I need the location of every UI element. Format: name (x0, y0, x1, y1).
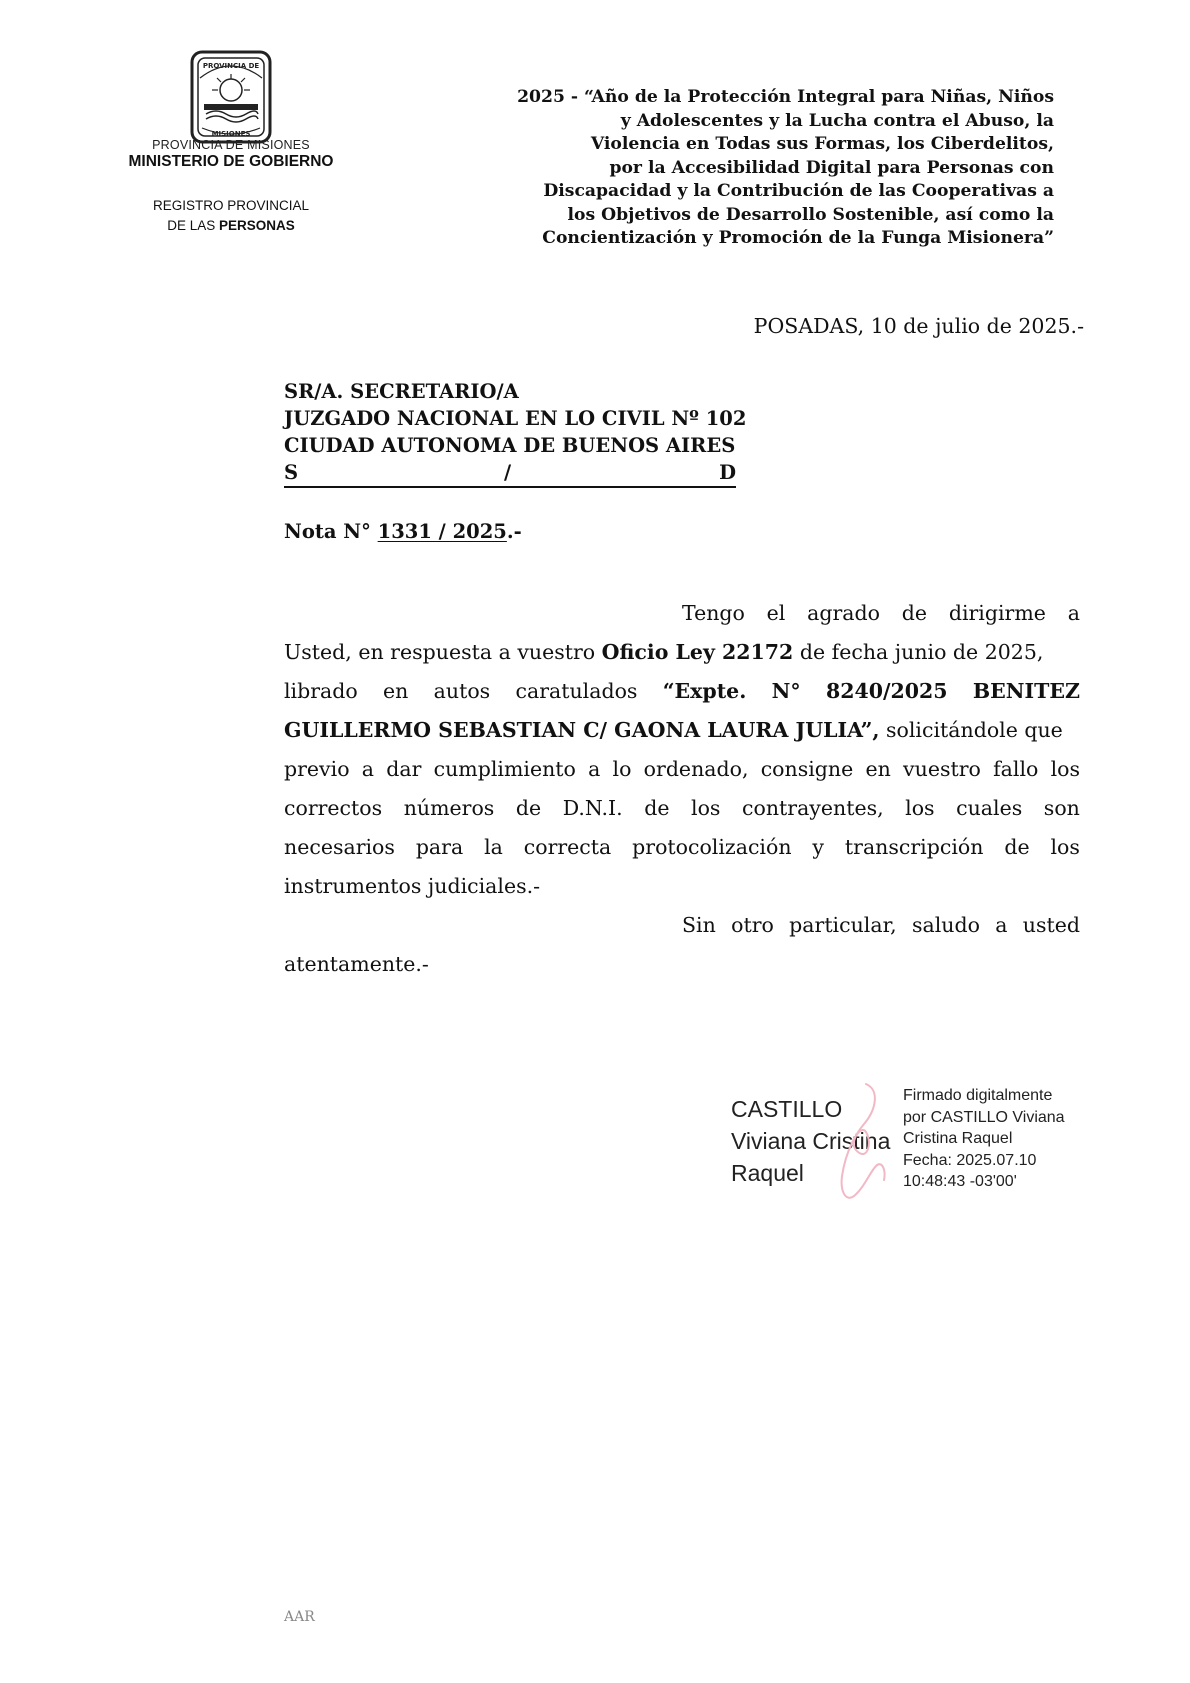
signature-info-line: Firmado digitalmente (903, 1087, 1053, 1104)
word: de (901, 601, 928, 625)
signature-info-line: 10:48:43 -03'00' (903, 1173, 1017, 1190)
seal-text-bottom: MISIONES (211, 130, 251, 138)
word: ordenado, (643, 757, 749, 781)
motto-line: Concientización y Promoción de la Funga Misionera” (542, 228, 1054, 248)
word: consigne (760, 757, 854, 781)
word: Tengo (682, 601, 745, 625)
signer-name-line: Raquel (731, 1160, 804, 1186)
oficio-ref: Oficio Ley 22172 (601, 640, 794, 664)
body-line (284, 594, 1080, 633)
typist-initials: AAR (284, 1609, 315, 1625)
motto-line: 2025 - “Año de la Protección Integral para Niñas, Niños (517, 87, 1054, 107)
note-number (284, 520, 522, 543)
word: BENITEZ (972, 679, 1080, 703)
word: los (905, 796, 935, 820)
body-line (284, 828, 1080, 867)
word: son (1043, 796, 1080, 820)
word: Sin (682, 913, 716, 937)
word: necesarios (284, 835, 395, 859)
text: de fecha junio de 2025, (793, 640, 1044, 664)
word: lo (612, 757, 632, 781)
word: a (588, 757, 601, 781)
year-motto (440, 86, 1054, 251)
text: solicitándole que (879, 718, 1063, 742)
motto-line: los Objetivos de Desarrollo Sostenible, así como la (567, 204, 1054, 225)
word: “Expte. (662, 679, 747, 703)
word: y (812, 835, 825, 859)
registry-name-line2 (130, 218, 332, 233)
org-ministry-name: MINISTERIO DE GOBIERNO (128, 153, 334, 170)
registry-prefix: DE LAS (167, 218, 219, 233)
signature-flourish-path (842, 1084, 885, 1198)
word: caratulados (515, 679, 638, 703)
case-title: GUILLERMO SEBASTIAN C/ GAONA LAURA JULIA”, (284, 718, 880, 742)
word: la (484, 835, 503, 859)
body-line (284, 867, 1080, 906)
word: particular, (789, 913, 897, 937)
addressee-line: JUZGADO NACIONAL EN LO CIVIL Nº 102 (284, 407, 747, 430)
word: otro (731, 913, 774, 937)
signature-flourish-icon (836, 1080, 894, 1206)
word: de (644, 796, 670, 820)
registry-bold: PERSONAS (219, 218, 295, 233)
word: correctos (284, 796, 383, 820)
word: agrado (807, 601, 880, 625)
signer-name-line: Viviana Cristina (731, 1128, 891, 1154)
word: en (865, 757, 891, 781)
word: los (691, 796, 721, 820)
signer-name-line: CASTILLO (731, 1096, 843, 1122)
word: de (1004, 835, 1030, 859)
word: 8240/2025 (825, 679, 948, 703)
word: vuestro (903, 757, 981, 781)
motto-line: Violencia en Todas sus Formas, los Ciberdelitos, (590, 134, 1054, 154)
document-date: POSADAS, 10 de julio de 2025.- (753, 314, 1084, 338)
word: cumplimiento (433, 757, 576, 781)
text: instrumentos judiciales.- (284, 874, 541, 898)
org-province-name: PROVINCIA DE MISIONES (152, 138, 310, 152)
motto-line: por la Accesibilidad Digital para Personas con (609, 157, 1054, 178)
motto-line: Discapacidad y la Contribución de las Cooperativas a (543, 181, 1054, 201)
seal-text-top: PROVINCIA DE (202, 62, 260, 70)
su-despacho-line (284, 459, 736, 488)
body-line (284, 633, 1080, 672)
letter-body (284, 594, 1080, 984)
signature-info-line: por CASTILLO Viviana (903, 1108, 1065, 1126)
digital-signature-info (903, 1085, 1065, 1193)
text: atentamente.- (284, 952, 429, 976)
word: D.N.I. (562, 796, 623, 820)
word: autos (433, 679, 491, 703)
signature-info-line: Cristina Raquel (903, 1130, 1013, 1147)
word: protocolización (632, 835, 792, 859)
sd-slash: / (504, 461, 512, 484)
body-line (284, 906, 1080, 945)
word: a (1067, 601, 1080, 625)
addressee-line: CIUDAD AUTONOMA DE BUENOS AIRES (284, 434, 736, 457)
word: previo (284, 757, 350, 781)
word: de (515, 796, 542, 820)
word: contrayentes, (742, 796, 884, 820)
word: a (361, 757, 374, 781)
word: para (415, 835, 464, 859)
addressee-line: SR/A. SECRETARIO/A (284, 380, 519, 403)
word: usted (1022, 913, 1080, 937)
addressee-block (284, 378, 746, 488)
word: a (995, 913, 1008, 937)
sd-d: D (719, 461, 736, 484)
body-line (284, 750, 1080, 789)
provincial-seal-logo (186, 48, 276, 148)
text: Usted, en respuesta a vuestro (284, 640, 602, 664)
motto-line: y Adolescentes y la Lucha contra el Abuso, la (620, 110, 1054, 131)
body-line (284, 945, 1080, 984)
word: saludo (911, 913, 980, 937)
note-suffix: .- (506, 520, 522, 543)
body-line (284, 672, 1080, 711)
signature-info-line: Fecha: 2025.07.10 (903, 1151, 1037, 1169)
word: números (403, 796, 495, 820)
body-line (284, 789, 1080, 828)
word: N° (771, 679, 801, 703)
body-line (284, 711, 1080, 750)
sd-s: S (284, 461, 299, 484)
note-label: Nota N° (284, 520, 378, 543)
word: transcripción (844, 835, 984, 859)
word: dirigirme (948, 601, 1046, 625)
word: cuales (956, 796, 1023, 820)
registry-name-line1: REGISTRO PROVINCIAL (152, 198, 310, 213)
word: librado (284, 679, 358, 703)
word: dar (386, 757, 422, 781)
word: en (383, 679, 409, 703)
note-number-value: 1331 / 2025 (377, 520, 507, 543)
word: los (1050, 757, 1080, 781)
word: los (1050, 835, 1080, 859)
word: el (766, 601, 786, 625)
word: fallo (993, 757, 1039, 781)
word: correcta (523, 835, 612, 859)
